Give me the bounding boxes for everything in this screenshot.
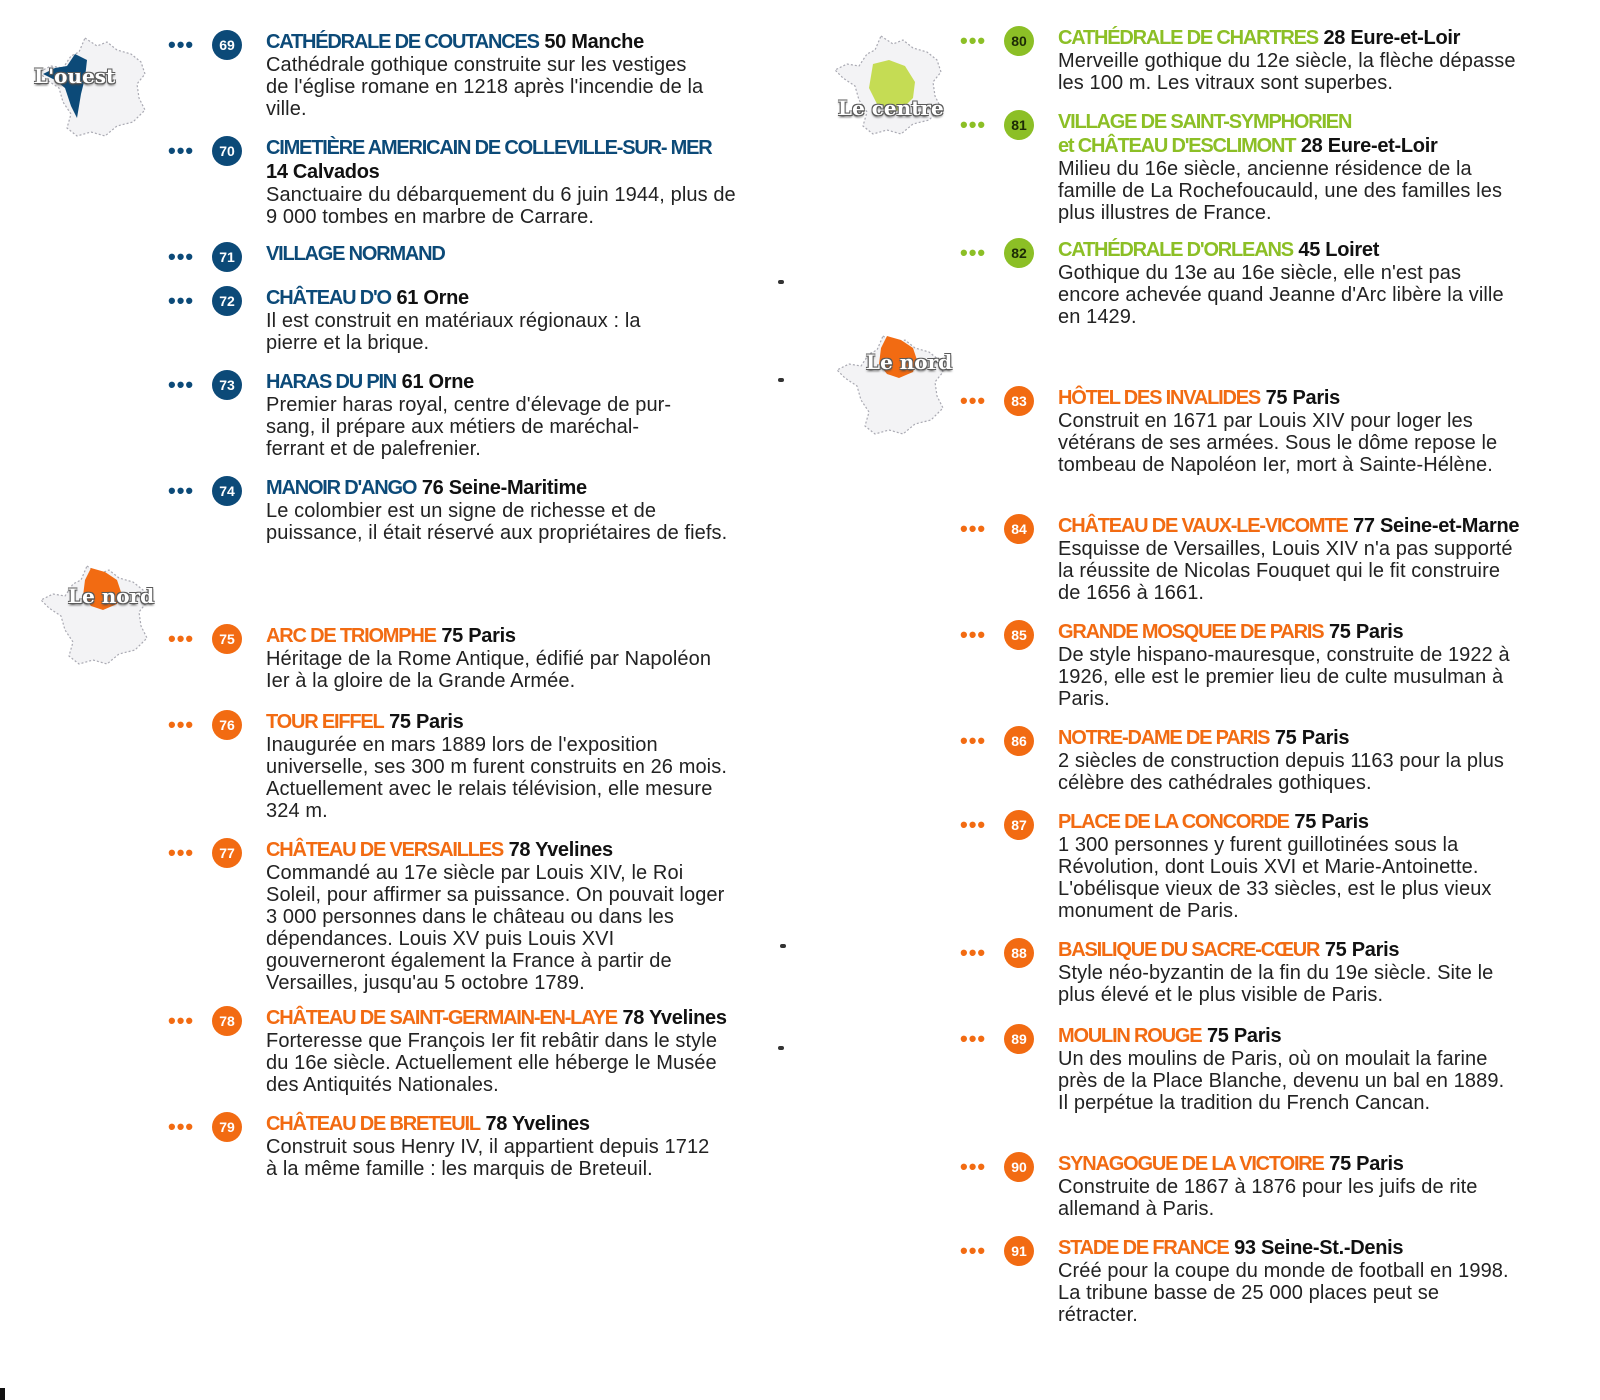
entry-department: 78 Yvelines xyxy=(508,839,613,861)
entry-title: CATHÉDRALE DE CHARTRES xyxy=(1058,27,1318,49)
entry-title: CHÂTEAU DE SAINT-GERMAIN-EN-LAYE xyxy=(266,1007,617,1029)
entry-number: 74 xyxy=(212,476,242,506)
entry-number: 80 xyxy=(1004,26,1034,56)
entry-department: 28 Eure-et-Loir xyxy=(1300,135,1438,157)
gutter-speck xyxy=(778,378,784,382)
dots-marker: ••• xyxy=(960,1154,987,1179)
entry-department: 14 Calvados xyxy=(266,161,380,183)
entry-description: Style néo-byzantin de la fin du 19e siècle. Site le plus élevé et le plus visible de Paris. xyxy=(1058,962,1494,1006)
entry-title: CATHÉDRALE DE COUTANCES xyxy=(266,31,539,53)
dots-marker: ••• xyxy=(168,138,195,163)
region-map-nord-right xyxy=(826,330,956,440)
entry-department: 78 Yvelines xyxy=(485,1113,590,1135)
entry-description: Un des moulins de Paris, où on moulait la farine près de la Place Blanche, devenu un bal en 1889. Il perpétue la tradition du French Cancan. xyxy=(1058,1048,1505,1114)
entry-description: Le colombier est un signe de richesse et de puissance, il était réservé aux propriétaires de fiefs. xyxy=(266,500,728,544)
entry-title: BASILIQUE DU SACRE-CŒUR xyxy=(1058,939,1320,961)
entry-title: CHÂTEAU D'O xyxy=(266,287,391,309)
entry-title: ARC DE TRIOMPHE xyxy=(266,625,436,647)
dots-marker: ••• xyxy=(960,388,987,413)
dots-marker: ••• xyxy=(168,288,195,313)
dots-marker: ••• xyxy=(168,712,195,737)
dots-marker: ••• xyxy=(960,1026,987,1051)
dots-marker: ••• xyxy=(960,728,987,753)
entry-description: Créé pour la coupe du monde de football en 1998. La tribune basse de 25 000 places peut se rétracter. xyxy=(1058,1260,1509,1326)
gutter-speck xyxy=(780,944,786,948)
entry-department: 93 Seine-St.-Denis xyxy=(1234,1237,1404,1259)
entry-department: 75 Paris xyxy=(1206,1025,1282,1047)
dots-marker: ••• xyxy=(960,1238,987,1263)
entry-title: HÔTEL DES INVALIDES xyxy=(1058,387,1261,409)
dots-marker: ••• xyxy=(960,112,987,137)
entry-department: 75 Paris xyxy=(1294,811,1369,833)
entry-department: 50 Manche xyxy=(544,31,644,53)
region-label-nord-right: Le nord xyxy=(866,350,953,374)
entry-number: 69 xyxy=(212,30,242,60)
entry-description: Héritage de la Rome Antique, édifié par Napoléon Ier à la gloire de la Grande Armée. xyxy=(266,648,712,692)
entry-number: 90 xyxy=(1004,1152,1034,1182)
entry-department: 61 Orne xyxy=(396,287,469,309)
dots-marker: ••• xyxy=(960,516,987,541)
gutter-speck xyxy=(778,1046,784,1050)
entry-title: CHÂTEAU DE VERSAILLES xyxy=(266,839,504,861)
dots-marker: ••• xyxy=(168,32,195,57)
entry-description: Merveille gothique du 12e siècle, la flèche dépasse les 100 m. Les vitraux sont superbes. xyxy=(1058,50,1516,94)
entry-number: 85 xyxy=(1004,620,1034,650)
entry-description: Cathédrale gothique construite sur les vestiges de l'église romane en 1218 après l'incendie de la ville. xyxy=(266,54,704,120)
dots-marker: ••• xyxy=(960,812,987,837)
entry-department: 75 Paris xyxy=(1328,621,1404,643)
entry-description: De style hispano-mauresque, construite de 1922 à 1926, elle est le premier lieu de culte musulman à Paris. xyxy=(1058,644,1510,710)
entry-title: PLACE DE LA CONCORDE xyxy=(1058,811,1289,833)
entry-description: Milieu du 16e siècle, ancienne résidence de la famille de La Rochefoucauld, une des familles les plus illustres de France. xyxy=(1058,158,1503,224)
entry-description: Premier haras royal, centre d'élevage de pur-sang, il prépare aux métiers de maréchal-ferrant et de palefrenier. xyxy=(266,394,672,460)
corner-mark xyxy=(0,1388,5,1400)
entry-title: TOUR EIFFEL xyxy=(266,711,384,733)
region-label-centre: Le centre xyxy=(838,96,944,120)
entry-department: 77 Seine-et-Marne xyxy=(1353,515,1520,537)
entry-number: 86 xyxy=(1004,726,1034,756)
entry-number: 77 xyxy=(212,838,242,868)
entry-description: Il est construit en matériaux régionaux : la pierre et la brique. xyxy=(266,310,641,354)
dots-marker: ••• xyxy=(960,28,987,53)
gutter-speck xyxy=(778,280,784,284)
entry-title: MOULIN ROUGE xyxy=(1058,1025,1202,1047)
dots-marker: ••• xyxy=(168,1008,195,1033)
entry-title: GRANDE MOSQUEE DE PARIS xyxy=(1058,621,1324,643)
entry-number: 75 xyxy=(212,624,242,654)
dots-marker: ••• xyxy=(960,240,987,265)
entry-title: SYNAGOGUE DE LA VICTOIRE xyxy=(1058,1153,1324,1175)
entry-title: VILLAGE NORMAND xyxy=(266,243,445,265)
dots-marker: ••• xyxy=(960,940,987,965)
entry-title: CHÂTEAU DE VAUX-LE-VICOMTE xyxy=(1058,515,1348,537)
dots-marker: ••• xyxy=(168,244,195,269)
entry-department: 28 Eure-et-Loir xyxy=(1323,27,1461,49)
entry-description: Forteresse que François Ier fit rebâtir dans le style du 16e siècle. Actuellement elle héberge le Musée des Antiquités Nationales. xyxy=(266,1030,718,1096)
region-label-ouest: L'ouest xyxy=(34,64,116,88)
entry-department: 75 Paris xyxy=(1265,387,1340,409)
entry-description: Gothique du 13e au 16e siècle, elle n'est pas encore achevée quand Jeanne d'Arc libère la ville en 1429. xyxy=(1058,262,1504,328)
entry-description: Construit en 1671 par Louis XIV pour loger les vétérans de ses armées. Sous le dôme repose le tombeau de Napoléon Ier, mort à Sainte-Hélène. xyxy=(1058,410,1498,476)
entry-title: CATHÉDRALE D'ORLEANS xyxy=(1058,239,1293,261)
entry-department: 75 Paris xyxy=(441,625,516,647)
entry-department: 75 Paris xyxy=(1329,1153,1404,1175)
entry-department: 75 Paris xyxy=(1274,727,1350,749)
entry-number: 71 xyxy=(212,242,242,272)
entry-number: 72 xyxy=(212,286,242,316)
entry-title: CIMETIÈRE AMERICAIN DE COLLEVILLE-SUR- MER xyxy=(266,137,712,159)
entry-number: 81 xyxy=(1004,110,1034,140)
dots-marker: ••• xyxy=(960,622,987,647)
entry-number: 82 xyxy=(1004,238,1034,268)
region-map-centre xyxy=(824,30,954,140)
entry-department: 75 Paris xyxy=(1324,939,1400,961)
entry-description: Esquisse de Versailles, Louis XIV n'a pas supporté la réussite de Nicolas Fouquet qui le fit construire de 1656 à 1661. xyxy=(1058,538,1513,604)
entry-number: 83 xyxy=(1004,386,1034,416)
dots-marker: ••• xyxy=(168,626,195,651)
entry-description: Construit sous Henry IV, il appartient depuis 1712 à la même famille : les marquis de Breteuil. xyxy=(266,1136,710,1180)
entry-description: Inaugurée en mars 1889 lors de l'exposition universelle, ses 300 m furent construits en 26 mois. Actuellement avec le relais télévision, elle mesure 324 m. xyxy=(266,734,727,822)
entry-department: 76 Seine-Maritime xyxy=(421,477,587,499)
entry-department: 61 Orne xyxy=(401,371,475,393)
entry-description: 1 300 personnes y furent guillotinées sous la Révolution, dont Louis XVI et Marie-Antoinette. L'obélisque vieux de 33 siècles, est le plus vieux monument de Paris. xyxy=(1058,834,1492,922)
entry-title-line2: et CHÂTEAU D'ESCLIMONT xyxy=(1058,135,1296,157)
dots-marker: ••• xyxy=(168,372,195,397)
dots-marker: ••• xyxy=(168,840,195,865)
entry-title: NOTRE-DAME DE PARIS xyxy=(1058,727,1270,749)
entry-number: 70 xyxy=(212,136,242,166)
dots-marker: ••• xyxy=(168,478,195,503)
entry-description: 2 siècles de construction depuis 1163 pour la plus célèbre des cathédrales gothiques. xyxy=(1058,750,1505,794)
entry-number: 87 xyxy=(1004,810,1034,840)
region-map-nord-left xyxy=(30,560,160,670)
entry-number: 88 xyxy=(1004,938,1034,968)
entry-title: VILLAGE DE SAINT-SYMPHORIEN xyxy=(1058,111,1352,133)
entry-title: STADE DE FRANCE xyxy=(1058,1237,1229,1259)
dots-marker: ••• xyxy=(168,1114,195,1139)
entry-department: 78 Yvelines xyxy=(622,1007,727,1029)
entry-number: 76 xyxy=(212,710,242,740)
entry-description: Commandé au 17e siècle par Louis XIV, le Roi Soleil, pour affirmer sa puissance. On pouvait loger 3 000 personnes dans le château ou dans les dépendances. Louis XV puis Louis XVI gouverneront également la France à partir de Versailles, jusqu'au 5 octobre 1789. xyxy=(266,862,725,994)
entry-number: 91 xyxy=(1004,1236,1034,1266)
entry-description: Construite de 1867 à 1876 pour les juifs de rite allemand à Paris. xyxy=(1058,1176,1478,1220)
entry-description: Sanctuaire du débarquement du 6 juin 1944, plus de 9 000 tombes en marbre de Carrare. xyxy=(266,184,736,228)
entry-title: MANOIR D'ANGO xyxy=(266,477,417,499)
entry-department: 75 Paris xyxy=(389,711,464,733)
entry-department: 45 Loiret xyxy=(1298,239,1380,261)
entry-number: 73 xyxy=(212,370,242,400)
entry-number: 84 xyxy=(1004,514,1034,544)
entry-title: HARAS DU PIN xyxy=(266,371,397,393)
entry-number: 78 xyxy=(212,1006,242,1036)
entry-number: 89 xyxy=(1004,1024,1034,1054)
region-label-nord-left: Le nord xyxy=(68,584,155,608)
entry-number: 79 xyxy=(212,1112,242,1142)
entry-title: CHÂTEAU DE BRETEUIL xyxy=(266,1113,480,1135)
